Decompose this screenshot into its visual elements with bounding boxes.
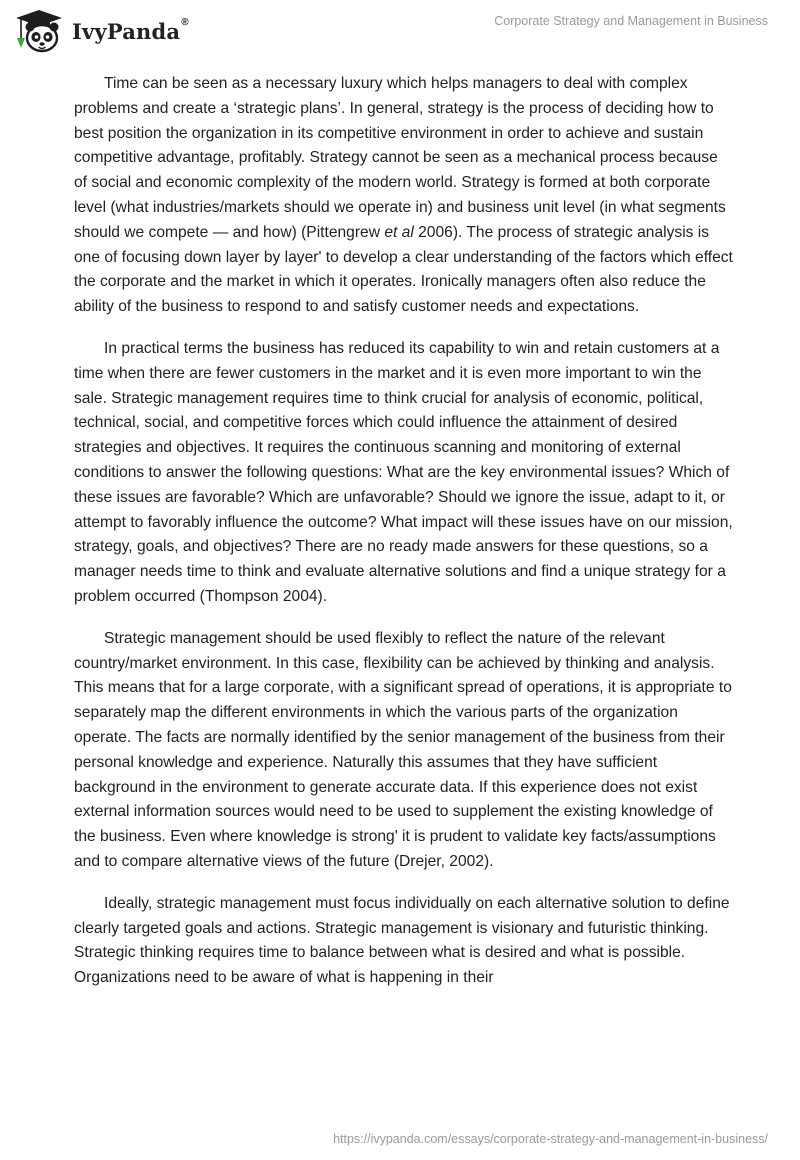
paragraph-1 (74, 72, 734, 320)
panda-graduate-icon (14, 8, 64, 54)
paragraph-4: Ideally, strategic management must focus individually on each alternative solution to define clearly targeted goals and actions. Strategic management is visionary and futuristic thinking. Strategic thinking requires time to balance between what is desired and what is possible. Organizations need to be aware of what is happening in their (74, 894, 730, 987)
paragraph-1-text-a: Time can be seen as a necessary luxury which helps managers to deal with complex problems and create a ‘strategic plans’. In general, strategy is the process of deciding how to best position the organization in its competitive environment in order to achieve and sustain competitive advantage, profitably. Strategy cannot be seen as a mechanical process because of social and economic complexity of the modern world. Strategy is formed at both corporate level (what industries/markets should we operate in) and business unit level (in what segments should we compete — and how) (Pittengrew (74, 75, 726, 241)
essay-body (74, 72, 734, 1008)
paragraph-3: Strategic management should be used flexibly to reflect the nature of the relevant country/market environment. In this case, flexibility can be achieved by thinking and analysis. This means that for a large corporate, with a significant spread of operations, it is appropriate to separately map the different environments in which the various parts of the organization operate. The facts are normally identified by the senior management of the business from their personal knowledge and experience. Naturally this assumes that they have sufficient background in the environment to generate accurate data. If this experience does not exist external information sources would need to be used to supplement the existing knowledge of the business. Even where knowledge is strong' it is prudent to validate key facts/assumptions and to compare alternative views of the future (Drejer, 2002). (74, 629, 732, 870)
page-header (0, 0, 800, 60)
source-url[interactable]: https://ivypanda.com/essays/corporate-strategy-and-management-in-business/ (333, 1132, 768, 1146)
paragraph-1-text-b: 2006). The process of strategic analysis is one of focusing down layer by layer' to develop a clear understanding of the factors which effect the corporate and the market in which it operates. Ironically managers often also reduce the ability of the business to respond to and satisfy customer needs and expectations. (74, 223, 733, 316)
ivypanda-logo[interactable] (14, 8, 189, 54)
citation-emphasis: et al (384, 223, 414, 241)
document-title: Corporate Strategy and Management in Business (494, 14, 768, 28)
registered-mark: ® (181, 16, 189, 28)
paragraph-2: In practical terms the business has reduced its capability to win and retain customers at a time when there are fewer customers in the market and it is even more important to win the sale. Strategic management requires time to think crucial for analysis of economic, political, technical, social, and competitive forces which could influence the attainment of desired strategies and objectives. It requires the continuous scanning and monitoring of external conditions to answer the following questions: What are the key environmental issues? Which of these issues are favorable? Which are unfavorable? Should we ignore the issue, adapt to it, or attempt to favorably influence the outcome? What impact will these issues have on our mission, strategy, goals, and objectives? There are no ready made answers for these questions, so a manager needs time to think and evaluate alternative solutions and find a unique strategy for a problem occurred (Thompson 2004). (74, 339, 733, 605)
brand-name: IvyPanda® (72, 16, 189, 44)
